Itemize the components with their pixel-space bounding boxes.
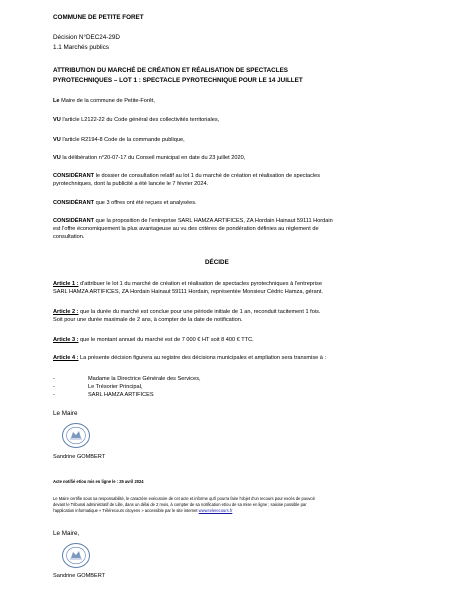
vu3-rest: la délibération n°20-07-17 du Conseil municipal en date du 23 juillet 2020, <box>60 155 246 161</box>
legal-notice-line-3 <box>53 509 232 514</box>
article-1-label: Article 1 : <box>53 281 79 287</box>
c1-bold: CONSIDÉRANT <box>53 173 95 179</box>
considerant-1-line-2: pyrotechniques, dont la publicité a été lancée le 7 février 2024. <box>53 181 209 187</box>
recipient-bullet: - <box>53 384 55 390</box>
municipal-seal-icon <box>61 422 91 449</box>
maire-line <box>53 98 155 104</box>
considerant-3-line-1 <box>53 218 333 224</box>
c3-bold: CONSIDÉRANT <box>53 218 95 224</box>
c1-rest: le dossier de consultation relatif au lot 1 du marché de création et réalisation de spectacles <box>94 173 321 179</box>
considerant-3-line-2: est l'offre économiquement la plus avantageuse au vu des critères de pondération définies au règlement de <box>53 226 319 232</box>
article-4-label: Article 4 : <box>53 355 79 361</box>
title-line-2: PYROTECHNIQUES – LOT 1 : SPECTACLE PYROTECHNIQUE POUR LE 14 JUILLET <box>53 77 303 84</box>
vu2-rest: l'article R2194-8 Code de la commande publique, <box>60 137 185 143</box>
recipient-item: Madame la Directrice Générale des Services, <box>88 376 201 382</box>
article-2-line-2: Soit pour une durée maximale de 2 ans, à compter de la date de notification. <box>53 317 243 323</box>
article-3-text: que le montant annuel du marché est de 7 000 € HT soit 8 400 € TTC. <box>78 337 254 343</box>
telerecours-link[interactable]: www.telerecours.fr <box>198 508 233 513</box>
article-4-text: La présente décision figurera au registre des décisions municipales et ampliation sera transmise à : <box>78 355 326 361</box>
article-2-line-1 <box>53 309 320 315</box>
signature-2-name: Sandrine GOMBERT <box>53 573 106 579</box>
considerant-3-line-3: consultation. <box>53 234 85 240</box>
legal-notice-text: l'application informatique « Télérecours citoyens » accessible par le site internet <box>53 508 199 513</box>
recipient-bullet: - <box>53 392 55 398</box>
article-4-line-1 <box>53 355 326 361</box>
maire-rest: Maire de la commune de Petite-Forêt, <box>59 98 155 104</box>
municipal-seal-icon <box>61 542 91 569</box>
commune-name: COMMUNE DE PETITE FORET <box>53 14 144 21</box>
vu1-rest: l'article L2122-22 du Code général des collectivités territoriales, <box>60 117 220 123</box>
posting-notice: Acte notifié et/ou mis en ligne le : 25 avril 2024 <box>53 479 144 484</box>
vu2-bold: VU <box>53 137 61 143</box>
decision-category: 1.1 Marchés publics <box>53 44 109 51</box>
recipient-item: SARL HAMZA ARTIFICES <box>88 392 154 398</box>
signature-2-role: Le Maire, <box>53 530 80 537</box>
article-3-line-1 <box>53 337 254 343</box>
vu3-bold: VU <box>53 155 61 161</box>
c2-bold: CONSIDÉRANT <box>53 200 95 206</box>
article-3-label: Article 3 : <box>53 337 79 343</box>
considerant-2 <box>53 200 197 206</box>
legal-notice-line-2: devant le Tribunal administratif de Lille, dans un délai de 2 mois, à compter de sa notification et/ou de sa mise en ligne ; saisine possible par <box>53 502 307 507</box>
decide-heading: DÉCIDE <box>205 259 229 266</box>
c2-rest: que 3 offres ont été reçues et analysées. <box>94 200 197 206</box>
article-1-line-2: SARL HAMZA ARTIFICES, ZA Hordain Hainaut 59111 Hordain, représentée Monsieur Cédric Hamza, gérant. <box>53 289 323 295</box>
vu-line-3 <box>53 155 245 161</box>
signature-1-name: Sandrine GOMBERT <box>53 454 106 460</box>
maire-bold: Le <box>53 98 60 104</box>
considerant-1-line-1 <box>53 173 320 179</box>
decision-number: Décision N°DEC24-29D <box>53 34 120 41</box>
article-1-text: d'attribuer le lot 1 du marché de création et réalisation de spectacles pyrotechniques à l'entreprise <box>78 281 322 287</box>
recipient-bullet: - <box>53 376 55 382</box>
article-2-label: Article 2 : <box>53 309 79 315</box>
vu1-bold: VU <box>53 117 61 123</box>
article-1-line-1 <box>53 281 322 287</box>
signature-1-role: Le Maire <box>53 410 78 417</box>
vu-line-1 <box>53 117 219 123</box>
article-2-text: que la durée du marché est conclue pour une période initiale de 1 an, reconduit tacitement 1 fois. <box>78 309 321 315</box>
title-line-1: ATTRIBUTION DU MARCHÉ DE CRÉATION ET RÉALISATION DE SPECTACLES <box>53 67 288 74</box>
legal-notice-line-1: Le Maire certifie sous sa responsabilité, le caractère exécutoire de cet acte et informe qu'il pourra faire l'objet d'un recours pour excès de pouvoir <box>53 496 315 501</box>
recipient-item: Le Trésorier Principal, <box>88 384 143 390</box>
vu-line-2 <box>53 137 185 143</box>
c3-rest: que la proposition de l'entreprise SARL HAMZA ARTIFICES, ZA Hordain Hainaut 59111 Hordain <box>94 218 333 224</box>
